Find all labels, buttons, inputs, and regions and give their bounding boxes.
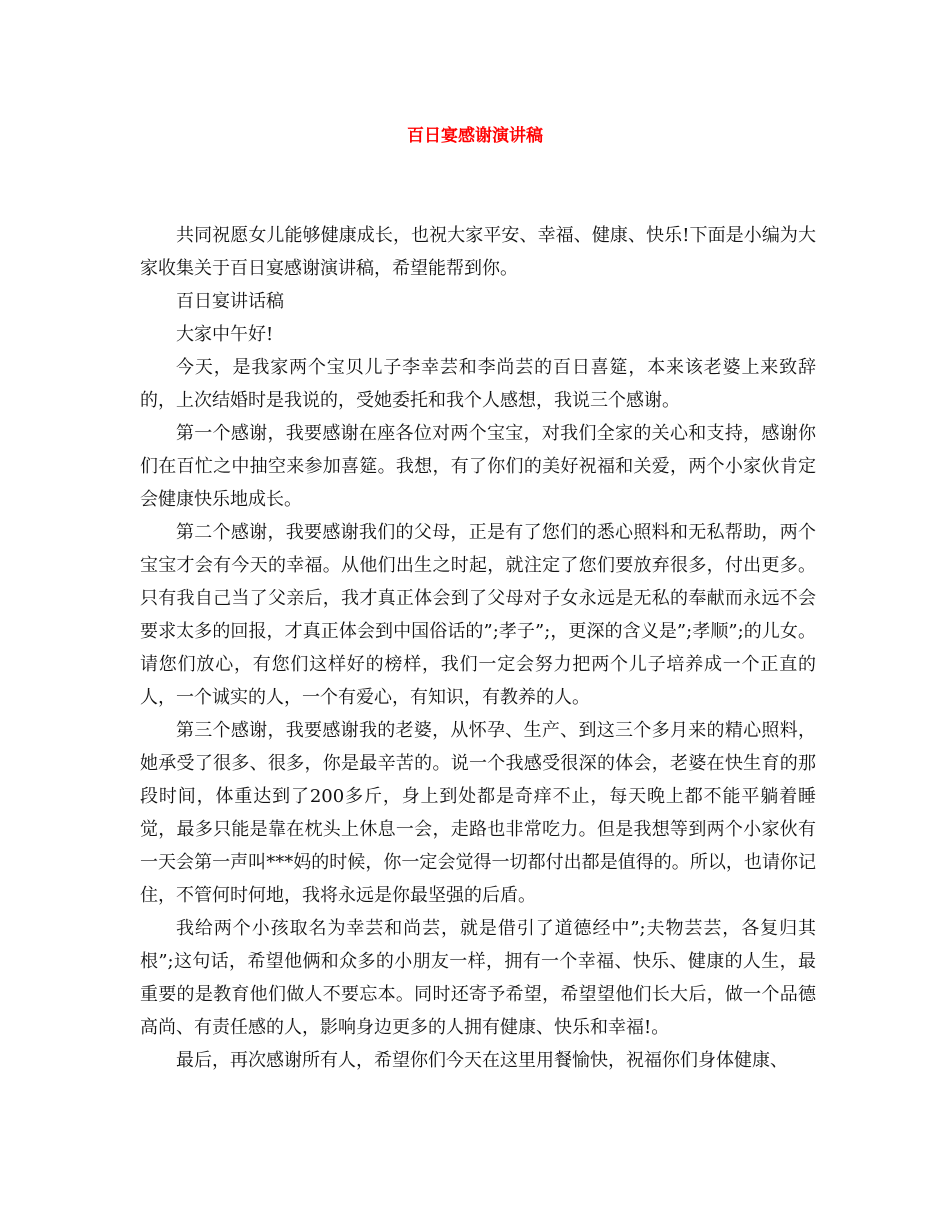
document-title: 百日宴感谢演讲稿 — [407, 126, 543, 146]
paragraph-greeting: 大家中午好! — [176, 324, 274, 345]
paragraph-names: 我给两个小孩取名为幸芸和尚芸，就是借引了道德经中”;夫物芸芸，各复归其根”;这句话，希望他俩和众多的小朋友一样，拥有一个幸福、快乐、健康的人生，最重要的是教育他们做人不要忘本。同时还寄予希望，希望望他们长大后，做一个品德高尚、有责任感的人，影响身边更多的人拥有健康、快乐和幸福!。 — [140, 918, 816, 1038]
paragraph-thanks-3: 第三个感谢，我要感谢我的老婆，从怀孕、生产、到这三个多月来的精心照料，她承受了很多、很多，你是最辛苦的。说一个我感受很深的体会，老婆在快生育的那段时间，体重达到了200多斤，身上到处都是奇痒不止，每天晚上都不能平躺着睡觉，最多只能是靠在枕头上休息一会，走路也非常吃力。但是我想等到两个小家伙有一天会第一声叫***妈的时候，你一定会觉得一切都付出都是值得的。所以，也请你记住，不管何时何地，我将永远是你最坚强的后盾。 — [140, 720, 816, 906]
paragraph-subtitle: 百日宴讲话稿 — [176, 291, 284, 312]
paragraph-intro: 共同祝愿女儿能够健康成长，也祝大家平安、幸福、健康、快乐!下面是小编为大家收集关于百日宴感谢演讲稿，希望能帮到你。 — [140, 225, 816, 279]
paragraph-opening: 今天，是我家两个宝贝儿子李幸芸和李尚芸的百日喜筵，本来该老婆上来致辞的，上次结婚时是我说的，受她委托和我个人感想，我说三个感谢。 — [140, 357, 816, 411]
document-body — [140, 219, 816, 1077]
paragraph-thanks-1: 第一个感谢，我要感谢在座各位对两个宝宝，对我们全家的关心和支持，感谢你们在百忙之中抽空来参加喜筵。我想，有了你们的美好祝福和关爱，两个小家伙肯定会健康快乐地成长。 — [140, 423, 816, 510]
paragraph-thanks-2: 第二个感谢，我要感谢我们的父母，正是有了您们的悉心照料和无私帮助，两个宝宝才会有今天的幸福。从他们出生之时起，就注定了您们要放弃很多，付出更多。只有我自己当了父亲后，我才真正体会到了父母对子女永远是无私的奉献而永远不会要求太多的回报，才真正体会到中国俗话的”;孝子”;，更深的含义是”;孝顺”;的儿女。请您们放心，有您们这样好的榜样，我们一定会努力把两个儿子培养成一个正直的人，一个诚实的人，一个有爱心，有知识，有教养的人。 — [140, 522, 816, 708]
paragraph-closing: 最后，再次感谢所有人，希望你们今天在这里用餐愉快，祝福你们身体健康、 — [176, 1050, 788, 1071]
